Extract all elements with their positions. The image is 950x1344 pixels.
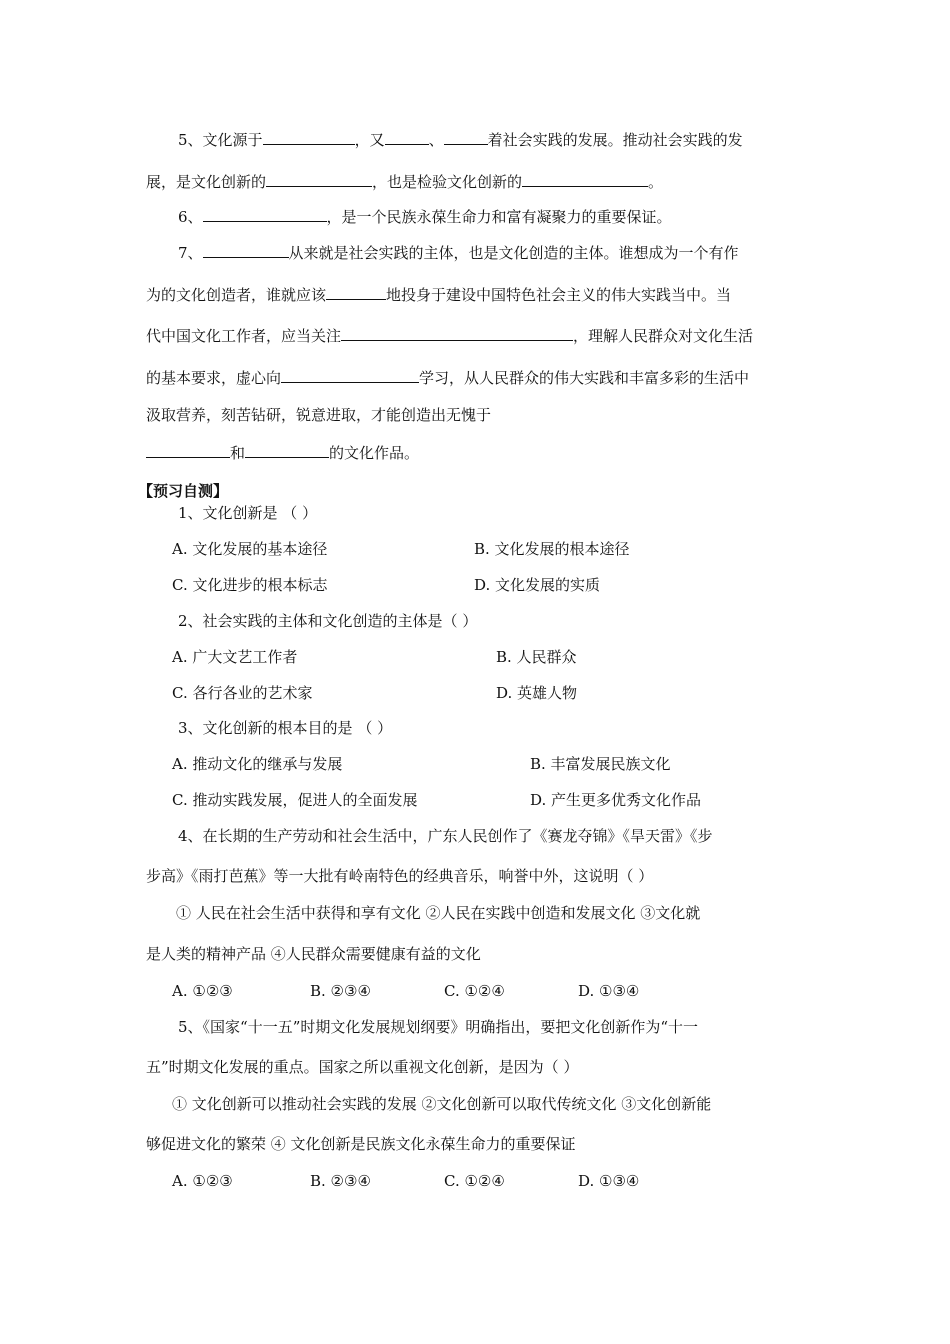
quiz-q4-option-c: C. ①②④ bbox=[444, 982, 505, 1000]
quiz-q5-option-d: D. ①③④ bbox=[578, 1172, 640, 1190]
quiz-q2-option-c: C. 各行各业的艺术家 bbox=[172, 684, 313, 702]
quiz-q2-stem: 2、社会实践的主体和文化创造的主体是（ ） bbox=[178, 612, 478, 630]
blank bbox=[444, 128, 488, 145]
quiz-q3-option-a: A. 推动文化的继承与发展 bbox=[172, 755, 343, 773]
quiz-q5-option-b: B. ②③④ bbox=[310, 1172, 371, 1190]
quiz-q1-option-c: C. 文化进步的根本标志 bbox=[172, 576, 328, 594]
fill-q7-line5: 汲取营养，刻苦钻研，锐意进取，才能创造出无愧于 bbox=[146, 406, 492, 424]
blank bbox=[385, 128, 429, 145]
quiz-q1-option-a: A. 文化发展的基本途径 bbox=[172, 540, 328, 558]
quiz-q2-option-b: B. 人民群众 bbox=[496, 648, 577, 666]
fill-q7-line1: 7、 从来就是社会实践的主体，也是文化创造的主体。谁想成为一个有作 bbox=[178, 241, 739, 263]
fill-q7-line6: 和 的文化作品。 bbox=[146, 441, 419, 463]
fill-q6-line: 6、 ，是一个民族永葆生命力和富有凝聚力的重要保证。 bbox=[178, 205, 672, 227]
quiz-q3-option-d: D. 产生更多优秀文化作品 bbox=[530, 791, 702, 809]
quiz-q3-stem: 3、文化创新的根本目的是 （ ） bbox=[178, 719, 393, 737]
quiz-q5-line4: 够促进文化的繁荣 ④ 文化创新是民族文化永葆生命力的重要保证 bbox=[146, 1135, 576, 1153]
quiz-q5-option-c: C. ①②④ bbox=[444, 1172, 505, 1190]
quiz-q4-option-b: B. ②③④ bbox=[310, 982, 371, 1000]
quiz-q5-line3: ① 文化创新可以推动社会实践的发展 ②文化创新可以取代传统文化 ③文化创新能 bbox=[172, 1095, 712, 1113]
quiz-q4-line2: 步高》《雨打芭蕉》等一大批有岭南特色的经典音乐，响誉中外，这说明（ ） bbox=[146, 867, 654, 885]
section-heading: 【预习自测】 bbox=[138, 482, 229, 500]
quiz-q2-option-d: D. 英雄人物 bbox=[496, 684, 578, 702]
fill-q7-line2: 为的文化创造者，谁就应该 地投身于建设中国特色社会主义的伟大实践当中。当 bbox=[146, 283, 731, 305]
blank bbox=[146, 441, 230, 458]
quiz-q1-stem: 1、文化创新是 （ ） bbox=[178, 504, 318, 522]
blank bbox=[522, 170, 648, 187]
quiz-q5-line1: 5、《国家“十一五”时期文化发展规划纲要》明确指出，要把文化创新作为“十一 bbox=[178, 1018, 699, 1036]
fill-q7-line3: 代中国文化工作者，应当关注 ，理解人民群众对文化生活 bbox=[146, 324, 753, 346]
quiz-q3-option-c: C. 推动实践发展，促进人的全面发展 bbox=[172, 791, 418, 809]
blank bbox=[266, 170, 372, 187]
quiz-q2-option-a: A. 广大文艺工作者 bbox=[172, 648, 298, 666]
blank bbox=[326, 283, 386, 300]
quiz-q4-line3: ① 人民在社会生活中获得和享有文化 ②人民在实践中创造和发展文化 ③文化就 bbox=[176, 904, 701, 922]
quiz-q5-line2: 五”时期文化发展的重点。国家之所以重视文化创新，是因为（ ） bbox=[146, 1058, 579, 1076]
quiz-q4-line1: 4、在长期的生产劳动和社会生活中，广东人民创作了《赛龙夺锦》《旱天雷》《步 bbox=[178, 827, 713, 845]
blank bbox=[341, 324, 573, 341]
fill-q5-line1: 5、文化源于 ，又 、 着社会实践的发展。推动社会实践的发 bbox=[178, 128, 743, 150]
quiz-q4-option-d: D. ①③④ bbox=[578, 982, 640, 1000]
blank bbox=[263, 128, 355, 145]
fill-q7-line4: 的基本要求，虚心向 学习，从人民群众的伟大实践和丰富多彩的生活中 bbox=[146, 366, 749, 388]
blank bbox=[203, 205, 327, 222]
quiz-q4-option-a: A. ①②③ bbox=[172, 982, 233, 1000]
blank bbox=[245, 441, 329, 458]
fill-q5-line2: 展，是文化创新的 ，也是检验文化创新的 。 bbox=[146, 170, 663, 192]
quiz-q4-line4: 是人类的精神产品 ④人民群众需要健康有益的文化 bbox=[146, 945, 481, 963]
blank bbox=[203, 241, 289, 258]
quiz-q1-option-d: D. 文化发展的实质 bbox=[474, 576, 601, 594]
blank bbox=[281, 366, 419, 383]
quiz-q3-option-b: B. 丰富发展民族文化 bbox=[530, 755, 671, 773]
quiz-q1-option-b: B. 文化发展的根本途径 bbox=[474, 540, 630, 558]
quiz-q5-option-a: A. ①②③ bbox=[172, 1172, 233, 1190]
